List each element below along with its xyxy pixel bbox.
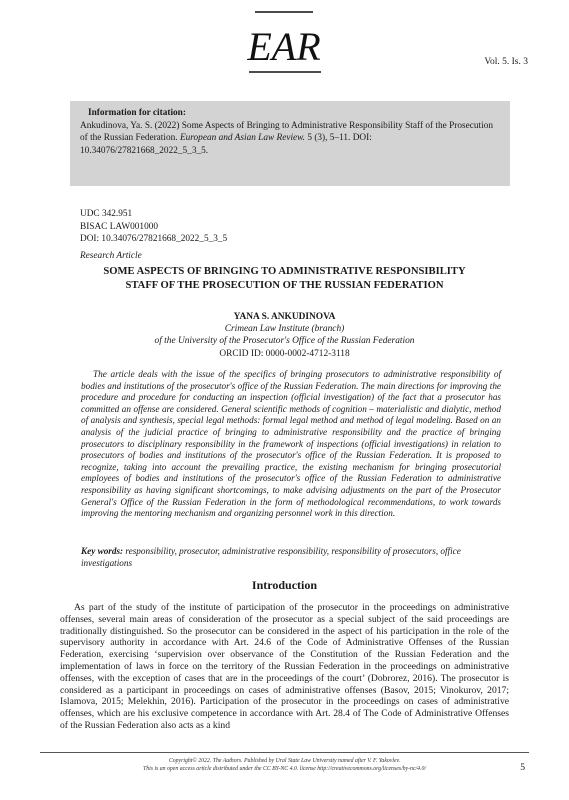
bisac-code: BISAC LAW001000: [80, 221, 159, 232]
section-heading: Introduction: [251, 578, 318, 592]
article-title: [60, 265, 509, 293]
license-line: This is an open access article distributed under the CC BY-NC 4.0. license http://creativecommons.org/licenses/by-nc/4.0/: [143, 766, 426, 773]
keywords-list: responsibility, prosecutor, administrative responsibility, responsibility of prosecutors, office investigations: [81, 546, 461, 568]
body-paragraph: As part of the study of the institute of participation of the prosecutor in the proceedings on administrative offenses, several main areas of consideration of the prosecutor as a special subject of the said proceedings are traditionally distinguished. So the prosecutor can be considered in the aspect of his participation in the role of the supervisory authority in accordance with Art. 24.6 of the Code of Administrative Offenses of the Russian Federation, exercising ‘supervision over observance of the Constitution of the Russian Federation and the implementation of laws in force on the territory of the Russian Federation in the proceedings on administrative offenses, with the exception of cases that are in the proceedings of the court’ (Dobrorez, 2016). The prosecutor is considered as a participant in proceedings on cases of administrative offenses (Basov, 2015; Vinokurov, 2017; Islamova, 2015; Melekhin, 2016). Participation of the prosecutor in the proceedings on cases of administrative offenses, which are his exclusive competence in accordance with Art. 28.4 of The Code of Administrative Offenses of the Russian Federation also acts as a kind: [60, 602, 509, 731]
author-affiliation-1: Crimean Law Institute (branch): [224, 324, 345, 335]
author-affiliation-2: of the University of the Prosecutor's Office of the Russian Federation: [154, 336, 415, 347]
page-number: 5: [520, 762, 525, 773]
citation-heading: Information for citation:: [88, 108, 186, 118]
doi: DOI: 10.34076/27821668_2022_5_3_5: [80, 234, 228, 244]
author-orcid: ORCID ID: 0000-0002-4712-3118: [219, 348, 350, 359]
keywords: [81, 546, 501, 569]
abstract: The article deals with the issue of the specifics of bringing prosecutors to administrative responsibility of bodies and institutions of the prosecutor's office of the Russian Federation. The main directions for improving the procedure and procedure for conducting an inspection (official investigation) of the fact that a prosecutor has committed an offense are considered. General scientific methods of cognition – materialistic and dialytic, method of analysis and synthesis, special legal methods: formal legal method and method of legal modeling. Based on an analysis of the judicial practice of bringing to administrative responsibility and the practice of bringing prosecutors to disciplinary responsibility in the framework of inspections (official investigations) in relation to prosecutors of bodies and institutions of the prosecutor's office of the Russian Federation. It is proposed to recognize, taking into account the prevailing practice, the existing mechanism for bringing prosecutorial employees of bodies and institutions of the prosecutor's office of the Russian Federation to administrative responsibility as having significant shortcomings, to make advising adjustments on the part of the Prosecutor General's Office of the Russian Federation in the form of methodological recommendations, to work towards improving the mentoring mechanism and organizing personnel work in this direction.: [81, 369, 501, 519]
keywords-label: Key words:: [81, 546, 124, 556]
title-line-2: STAFF OF THE PROSECUTION OF THE RUSSIAN FEDERATION: [125, 280, 444, 291]
title-line-1: SOME ASPECTS OF BRINGING TO ADMINISTRATIVE RESPONSIBILITY: [103, 266, 466, 277]
citation-journal: European and Asian Law Review.: [179, 133, 306, 144]
copyright-line: Copyright© 2022. The Authors. Published by Ural State Law University named after V. F. Yakovlev.: [168, 758, 401, 764]
author-block: [60, 311, 509, 360]
journal-logo: [239, 8, 329, 78]
volume-issue: Vol. 5. Is. 3: [484, 57, 528, 67]
footer: [60, 757, 509, 773]
identifiers: [80, 208, 227, 246]
citation-box: [70, 101, 510, 186]
citation-text: [80, 120, 500, 158]
article-type: Research Article: [80, 251, 142, 261]
citation-rest: 5 (3), 5–11. DOI: 10.34076/27821668_2022_5_3_5.: [80, 133, 372, 156]
author-name: YANA S. ANKUDINOVA: [233, 312, 336, 322]
citation-plain: Ankudinova, Ya. S. (2022) Some Aspects of Bringing to Administrative Responsibility Staff of the Prosecution of the Russian Federation.: [80, 120, 494, 144]
udc-code: UDC 342.951: [80, 209, 133, 219]
logo-text: EAR: [247, 24, 321, 69]
footer-rule: [40, 752, 529, 753]
